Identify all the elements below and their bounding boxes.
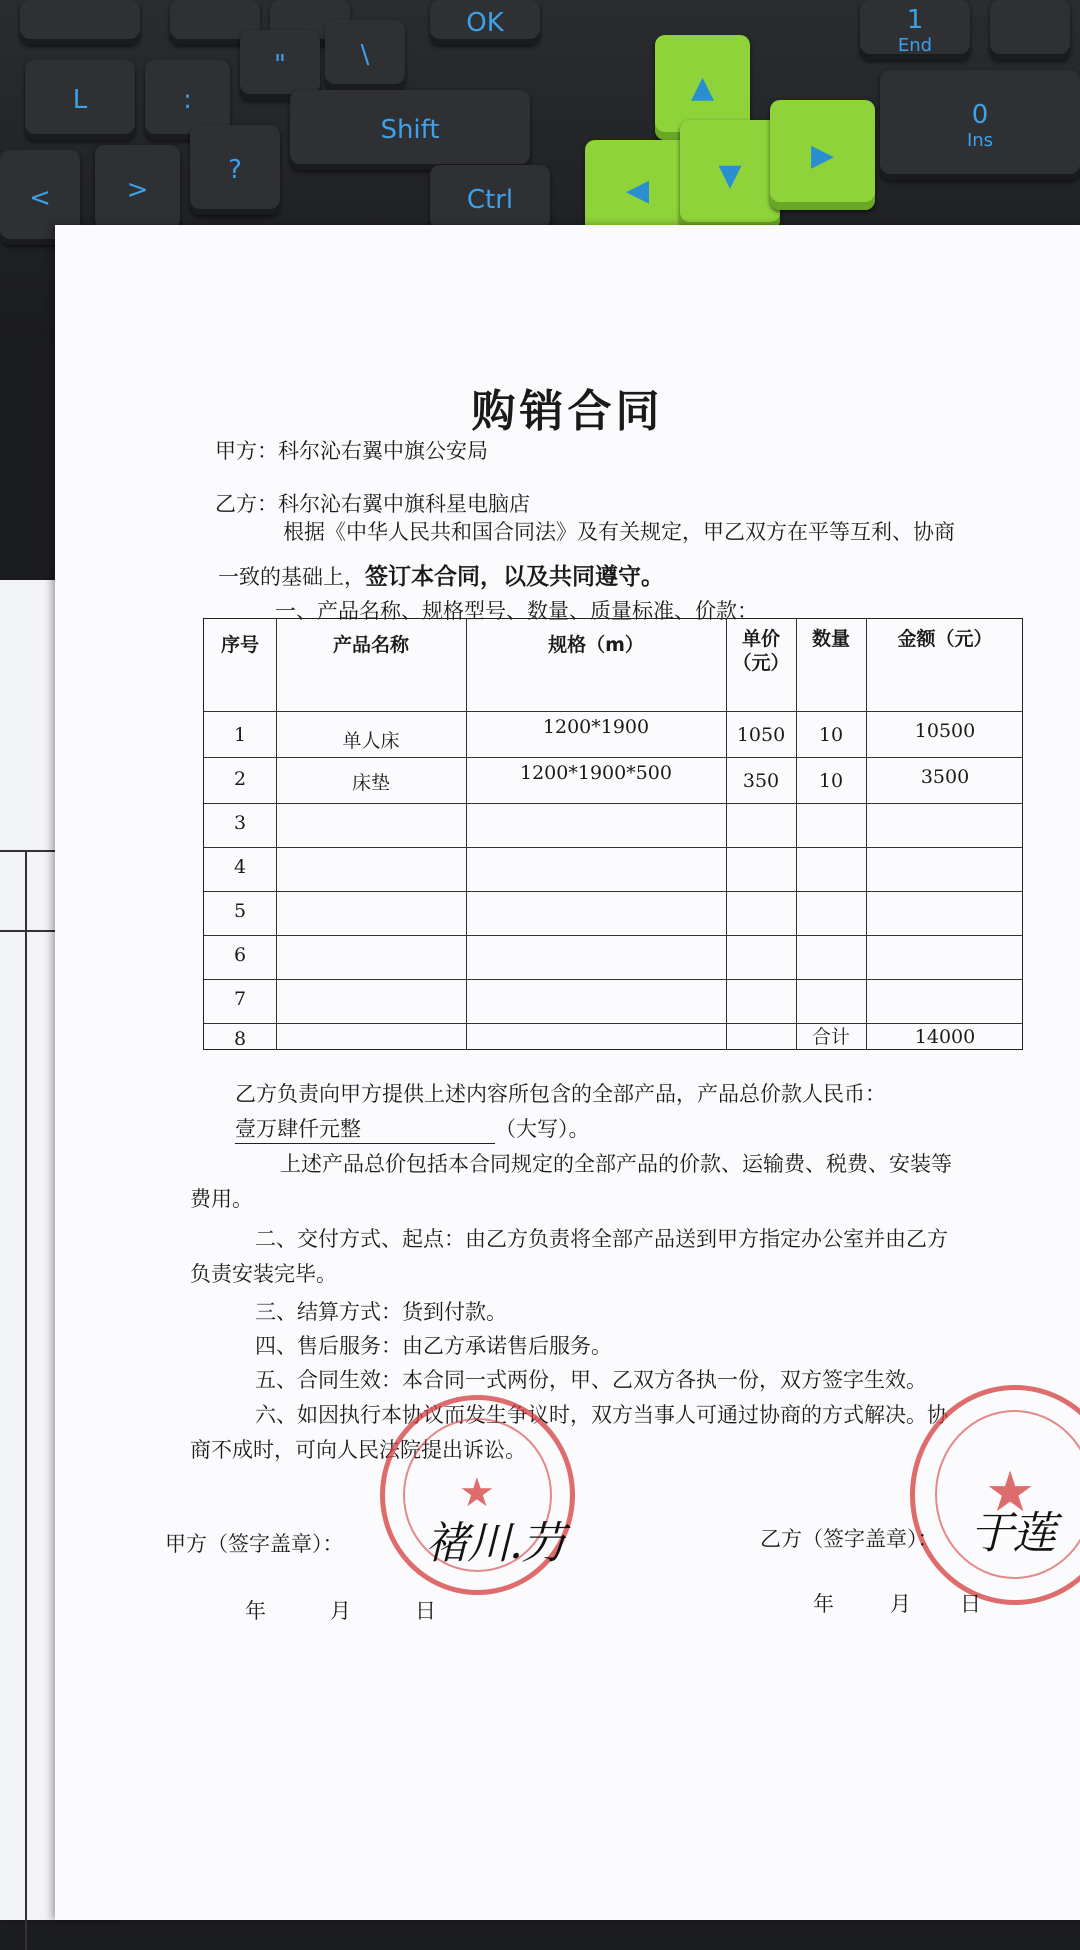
table-row-rule <box>204 891 1022 892</box>
row-1-amount: 10500 <box>914 720 976 742</box>
intro-text: 一致的基础上， <box>218 565 365 589</box>
table-row-rule <box>204 711 1022 712</box>
intro-line-1: 根据《中华人民共和国合同法》及有关规定，甲乙双方在平等互利、协商 <box>283 520 955 544</box>
table-column-rule <box>796 619 797 1049</box>
table-row-rule <box>204 847 1022 848</box>
row-7-no: 7 <box>233 988 247 1010</box>
arrow-down-key: ▼ <box>680 120 780 230</box>
key-shift: Shift <box>290 90 530 170</box>
party-b-date-month: 月 <box>890 1592 911 1616</box>
total-amount-suffix: （大写）。 <box>495 1117 590 1141</box>
delivery-line-2: 负责安装完毕。 <box>190 1262 337 1286</box>
key-question: ? <box>190 125 280 215</box>
key-ok: OK <box>430 0 540 45</box>
arrow-up-key: ▲ <box>655 35 750 140</box>
row-4-no: 4 <box>233 856 247 878</box>
party-b-sign-label: 乙方（签字盖章）： <box>760 1527 939 1551</box>
table-row-rule <box>204 1023 1022 1024</box>
keyboard-key <box>20 0 140 45</box>
row-2-spec: 1200*1900*500 <box>520 762 672 784</box>
after-sales-line: 四、售后服务：由乙方承诺售后服务。 <box>255 1334 612 1358</box>
seal-star-icon: ★ <box>985 1460 1036 1525</box>
row-2-name: 床垫 <box>351 772 390 794</box>
row-1-name: 单人床 <box>342 730 400 752</box>
key-backslash: \ <box>325 20 405 90</box>
table-column-rule <box>866 619 867 1049</box>
row-2-price: 350 <box>742 770 780 792</box>
header-spec: 规格（m） <box>548 634 644 656</box>
row-8-no: 8 <box>233 1028 247 1050</box>
total-label: 合计 <box>811 1026 850 1048</box>
row-2-no: 2 <box>233 768 247 790</box>
key-end-number: 1 <box>906 4 924 35</box>
include-line-2: 费用。 <box>190 1187 253 1211</box>
header-price-label: 单价 <box>741 628 780 650</box>
header-amount: 金额（元） <box>897 628 993 650</box>
party-a-date-year: 年 <box>245 1599 266 1623</box>
arrow-left-key: ◀ <box>585 140 690 240</box>
intro-emphasis: 签订本合同，以及共同遵守。 <box>365 563 664 590</box>
paper-rule <box>25 850 27 1950</box>
party-b: 乙方：科尔沁右翼中旗科星电脑店 <box>215 492 530 516</box>
document-title: 购销合同 <box>471 386 664 437</box>
effective-line: 五、合同生效：本合同一式两份，甲、乙双方各执一份，双方签字生效。 <box>255 1368 927 1392</box>
row-1-no: 1 <box>233 724 247 746</box>
row-1-qty: 10 <box>818 724 844 746</box>
product-table <box>203 618 1023 1050</box>
party-b-date-day: 日 <box>960 1592 981 1616</box>
row-3-no: 3 <box>233 812 247 834</box>
table-column-rule <box>726 619 727 1049</box>
row-1-price: 1050 <box>736 724 786 746</box>
arrow-right-key: ▶ <box>770 100 875 210</box>
row-5-no: 5 <box>233 900 247 922</box>
total-amount: 14000 <box>914 1026 976 1048</box>
table-row-rule <box>204 935 1022 936</box>
key-ins-label: Ins <box>966 129 994 151</box>
key-colon: : <box>145 60 230 140</box>
party-b-signature: 于莲 <box>970 1508 1054 1559</box>
key-l: L <box>25 60 135 140</box>
contract-document <box>55 225 1080 1920</box>
key-greater-than: > <box>95 145 180 235</box>
key-ins-number: 0 <box>971 99 989 130</box>
intro-line-2 <box>218 563 664 591</box>
row-2-qty: 10 <box>818 770 844 792</box>
key-end-label: End <box>897 34 933 56</box>
party-a-signature: 禇川.芀 <box>425 1518 563 1569</box>
dispute-line-2: 商不成时，可向人民法院提出诉讼。 <box>190 1438 526 1462</box>
table-column-rule <box>276 619 277 1049</box>
delivery-line-1: 二、交付方式、起点：由乙方负责将全部产品送到甲方指定办公室并由乙方 <box>255 1227 948 1251</box>
party-b-date-year: 年 <box>813 1592 834 1616</box>
header-price-unit: （元） <box>732 652 790 674</box>
include-line-1: 上述产品总价包括本合同规定的全部产品的价款、运输费、税费、安装等 <box>280 1152 952 1176</box>
party-a-date-day: 日 <box>415 1599 436 1623</box>
settlement-line: 三、结算方式：货到付款。 <box>255 1300 507 1324</box>
row-6-no: 6 <box>233 944 247 966</box>
keyboard-key <box>990 0 1070 60</box>
party-a: 甲方：科尔沁右翼中旗公安局 <box>215 439 488 463</box>
table-row-rule <box>204 757 1022 758</box>
key-less-than: < <box>0 150 80 245</box>
header-no: 序号 <box>220 634 259 656</box>
seal-star-icon: ★ <box>459 1470 495 1516</box>
total-paragraph: 乙方负责向甲方提供上述内容所包含的全部产品，产品总价款人民币： <box>235 1082 886 1106</box>
header-price <box>726 627 796 675</box>
row-1-spec: 1200*1900 <box>542 716 650 738</box>
total-amount-words: 壹万肆仟元整 <box>235 1115 495 1144</box>
section-1-heading: 一、产品名称、规格型号、数量、质量标准、价款： <box>275 599 758 623</box>
key-ctrl: Ctrl <box>430 165 550 235</box>
party-a-date-month: 月 <box>330 1599 351 1623</box>
key-ins <box>880 70 1080 180</box>
row-2-amount: 3500 <box>920 766 970 788</box>
table-row-rule <box>204 803 1022 804</box>
header-name: 产品名称 <box>332 634 409 656</box>
table-column-rule <box>466 619 467 1049</box>
header-qty: 数量 <box>811 628 850 650</box>
key-quote: " <box>240 30 320 100</box>
total-amount-line <box>235 1115 590 1144</box>
key-end <box>860 0 970 60</box>
party-a-sign-label: 甲方（签字盖章）： <box>165 1532 344 1556</box>
table-row-rule <box>204 979 1022 980</box>
dispute-line-1: 六、如因执行本协议而发生争议时，双方当事人可通过协商的方式解决。协 <box>255 1403 948 1427</box>
